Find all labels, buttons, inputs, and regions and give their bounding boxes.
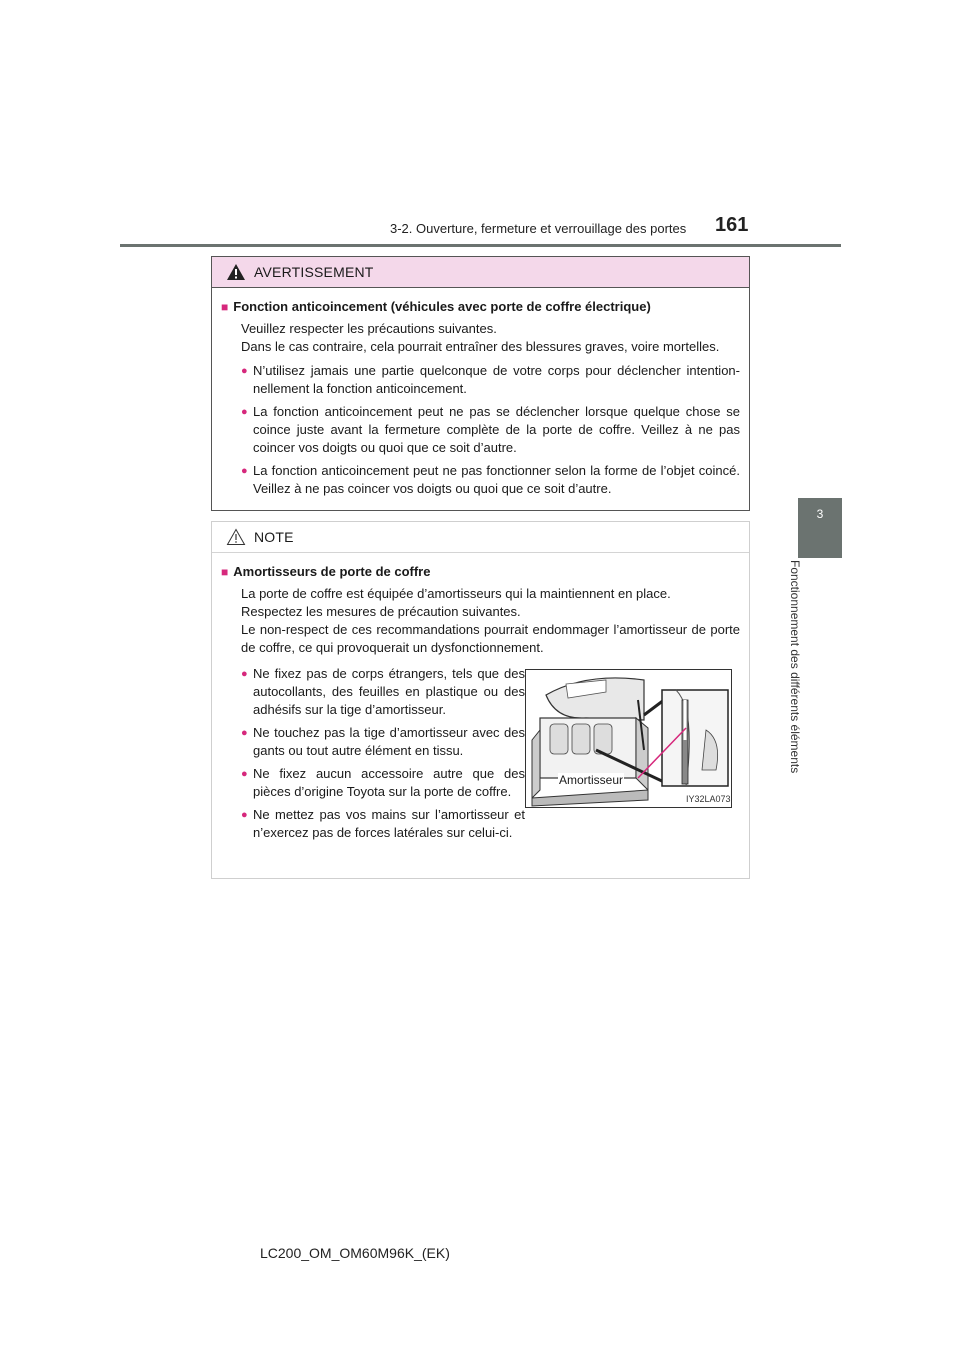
note-intro-line: Respectez les mesures de précaution suivantes.: [241, 604, 521, 619]
list-item: [241, 724, 525, 760]
bullet-dot-icon: ●: [241, 465, 248, 477]
bullet-dot-icon: ●: [241, 768, 248, 780]
note-header: [212, 522, 749, 553]
bullet-dot-icon: ●: [241, 727, 248, 739]
section-heading: 3-2. Ouverture, fermeture et verrouillage des portes: [390, 221, 687, 236]
warning-content: [212, 288, 749, 498]
warning-title: [221, 298, 740, 316]
list-item-text: Ne mettez pas vos mains sur l’amortisseur et n’exercez pas de forces latérales sur celui-ci.: [253, 807, 525, 840]
chapter-tab: 3: [798, 498, 842, 558]
note-title-text: Amortisseurs de porte de coffre: [233, 564, 431, 579]
list-item: [241, 403, 740, 457]
warning-intro: [241, 320, 740, 356]
warning-triangle-icon: [226, 263, 246, 281]
note-intro: [241, 585, 740, 657]
note-intro-line: La porte de coffre est équipée d’amortisseurs qui la maintiennent en place.: [241, 586, 671, 601]
note-intro-line: Le non-respect de ces recommandations pourrait endommager l’amortisseur de porte de coffre, ce qui provoquerait un dysfonctionnement.: [241, 622, 740, 655]
list-item: [241, 806, 525, 842]
list-item-text: N’utilisez jamais une partie quelconque de votre corps pour déclencher intention-nellement la fonction anticoincement.: [253, 363, 740, 396]
list-item: [241, 462, 740, 498]
warning-intro-line: Dans le cas contraire, cela pourrait entraîner des blessures graves, voire mortelles.: [241, 339, 720, 354]
bullet-dot-icon: ●: [241, 406, 248, 418]
warning-bullet-list: [241, 362, 740, 498]
square-bullet-icon: ■: [221, 565, 229, 579]
bullet-dot-icon: ●: [241, 365, 248, 377]
tailgate-drawing: [526, 670, 731, 807]
list-item-text: Ne fixez pas de corps étrangers, tels que des autocollants, des feuilles en plastique ou des adhésifs sur la tige d’amortisseur.: [253, 666, 525, 717]
bullet-dot-icon: ●: [241, 809, 248, 821]
tailgate-damper-illustration: [525, 669, 732, 808]
warning-label: AVERTISSEMENT: [254, 264, 374, 280]
chapter-label-text: Fonctionnement des différents éléments: [788, 560, 802, 774]
warning-intro-line: Veuillez respecter les précautions suivantes.: [241, 321, 497, 336]
caution-outline-triangle-icon: [226, 528, 246, 546]
list-item-text: Ne fixez aucun accessoire autre que des pièces d’origine Toyota sur la porte de coffre.: [253, 766, 525, 799]
chapter-label: [776, 560, 812, 810]
square-bullet-icon: ■: [221, 300, 229, 314]
warning-header: [212, 257, 749, 288]
damper-label: Amortisseur: [559, 773, 624, 787]
header-divider: [120, 244, 841, 247]
list-item-text: Ne touchez pas la tige d’amortisseur avec des gants ou tout autre élément en tissu.: [253, 725, 525, 758]
list-item: [241, 665, 525, 719]
note-label: NOTE: [254, 529, 294, 545]
list-item-text: La fonction anticoincement peut ne pas se déclencher lorsque quelque chose se coince juste avant la fermeture complète de la porte de coffre. Veillez à ne pas coincer vos doigts ou quoi que ce soit d’autre.: [253, 404, 740, 455]
note-bullet-list: [241, 665, 525, 847]
note-title: [221, 563, 740, 581]
list-item: [241, 362, 740, 398]
bullet-dot-icon: ●: [241, 668, 248, 680]
warning-box: [211, 256, 750, 511]
document-code: LC200_OM_OM60M96K_(EK): [260, 1245, 450, 1261]
warning-title-text: Fonction anticoincement (véhicules avec porte de coffre électrique): [233, 299, 651, 314]
list-item-text: La fonction anticoincement peut ne pas fonctionner selon la forme de l’objet coincé. Veillez à ne pas coincer vos doigts ou quoi que ce soit d’autre.: [253, 463, 740, 496]
list-item: [241, 765, 525, 801]
page-number: 161: [715, 214, 749, 236]
figure-code: IY32LA073: [686, 794, 731, 804]
